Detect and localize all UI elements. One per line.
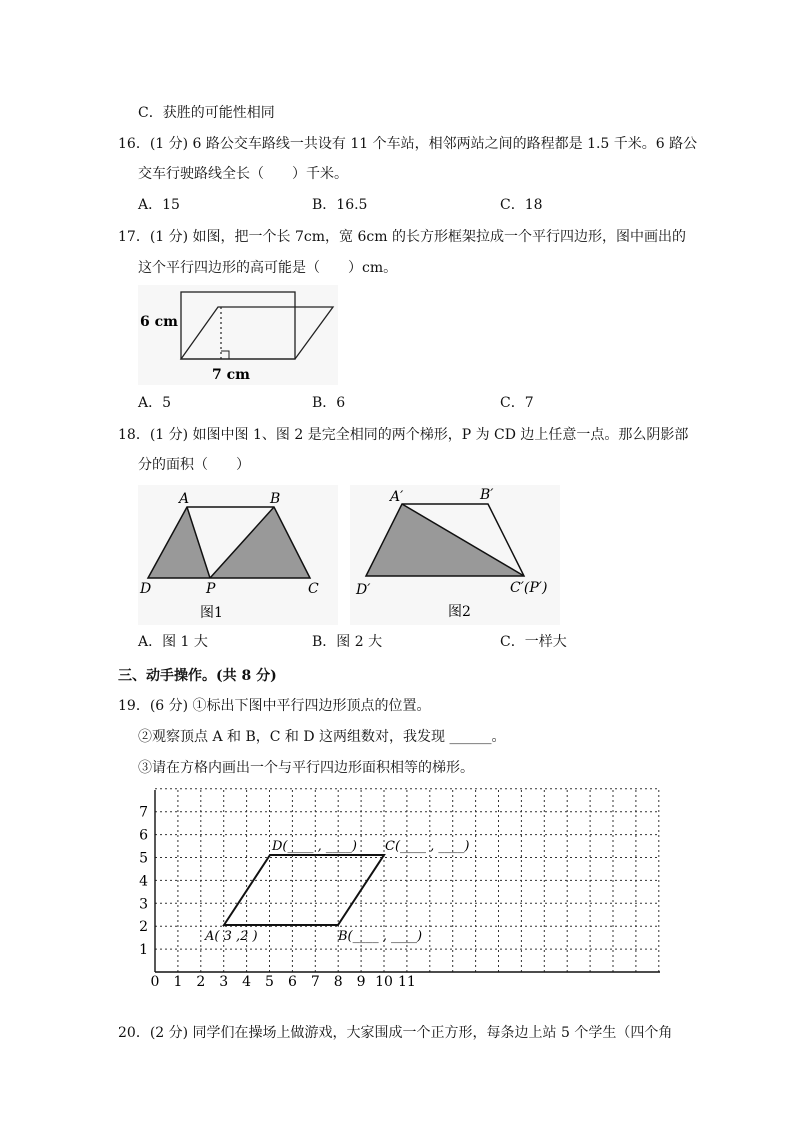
q18-fig1-label-d: D [140,581,152,597]
y-tick-label: 2 [139,919,148,936]
q19-label-d: D(____ , ____) [272,839,357,854]
q18-fig1-label-a: A [179,491,190,507]
q19-grid-lines [155,789,660,972]
x-tick-label: 11 [397,974,416,990]
q17-option-c: C．7 [500,395,534,411]
q19-label-c: C(____ , ____) [385,839,470,854]
q18-text-line2: 分的面积（ ） [138,457,250,473]
q19-text-line1: 19．(6 分) ①标出下图中平行四边形顶点的位置。 [118,698,431,714]
q18-fig1-label-c: C [308,581,319,597]
x-tick-label: 10 [375,974,393,990]
q18-option-b: B．图 2 大 [312,634,383,650]
q16-option-c: C．18 [500,197,543,213]
q20-text-line1: 20．(2 分) 同学们在操场上做游戏，大家围成一个正方形，每条边上站 5 个学生（四个角 [118,1025,673,1041]
y-tick-label: 6 [139,827,148,844]
x-tick-label: 5 [265,974,274,990]
q18-fig1-label-b: B [270,491,281,507]
q17-height-label: 6 cm [140,314,178,330]
y-tick-label: 5 [139,850,148,867]
q18-fig2-label-a: A′ [390,489,404,505]
q19-text-line2: ②观察顶点 A 和 B，C 和 D 这两组数对，我发现 ______。 [138,729,506,745]
x-tick-label: 4 [242,974,252,990]
x-tick-label: 7 [310,974,320,990]
q17-text-line1: 17．(1 分) 如图，把一个长 7cm，宽 6cm 的长方形框架拉成一个平行四边形，图中画出的 [118,229,686,245]
q16-option-a: A．15 [138,197,180,213]
x-tick-label: 3 [219,974,229,990]
q16-option-b: B．16.5 [312,197,368,213]
q18-figure1 [138,485,338,625]
q18-option-a: A．图 1 大 [138,634,208,650]
q19-x-tick-labels [151,974,416,990]
x-tick-label: 2 [196,974,206,990]
q17-option-b: B．6 [312,395,346,411]
q17-option-a: A．5 [138,395,172,411]
q16-text-line1: 16．(1 分) 6 路公交车路线一共设有 11 个车站，相邻两站之间的路程都是 1.5 千米。6 路公 [118,136,698,152]
q18-fig2-label-d: D′ [356,582,371,598]
q17-figure [138,285,338,385]
x-tick-label: 8 [333,974,343,990]
q19-label-b: B(____ , ____) [338,929,423,944]
q18-fig1-label-p: P [206,581,216,597]
q18-option-c: C．一样大 [500,634,567,650]
q18-fig2-label-b: B′ [480,487,494,503]
q19-grid-figure [135,785,665,990]
q16-text-line2: 交车行驶路线全长（ ）千米。 [138,166,348,182]
q19-y-tick-labels [139,805,148,958]
q18-figure2 [350,485,560,625]
x-tick-label: 6 [287,974,297,990]
y-tick-label: 4 [139,873,148,890]
q19-text-line3: ③请在方格内画出一个与平行四边形面积相等的梯形。 [138,760,474,776]
q18-text-line1: 18．(1 分) 如图中图 1、图 2 是完全相同的两个梯形，P 为 CD 边上任意一点。那么阴影部 [118,427,689,443]
y-tick-label: 7 [139,804,148,821]
q17-text-line2: 这个平行四边形的高可能是（ ）cm。 [138,260,398,276]
section3-title: 三、动手操作。(共 8 分) [118,668,277,684]
x-tick-label: 9 [356,974,366,990]
x-tick-label: 0 [150,974,160,990]
q19-parallelogram [224,855,384,925]
q19-label-a: A( 3 ,2 ) [205,929,258,944]
q18-fig1-caption: 图1 [200,605,223,621]
q18-fig2-label-c: C′(P′) [510,580,548,596]
q18-fig2-caption: 图2 [448,604,471,620]
y-tick-label: 3 [139,896,148,913]
x-tick-label: 1 [173,974,183,990]
y-tick-label: 1 [139,942,148,959]
q17-width-label: 7 cm [212,367,250,383]
q15-option-c: C．获胜的可能性相同 [138,105,275,121]
